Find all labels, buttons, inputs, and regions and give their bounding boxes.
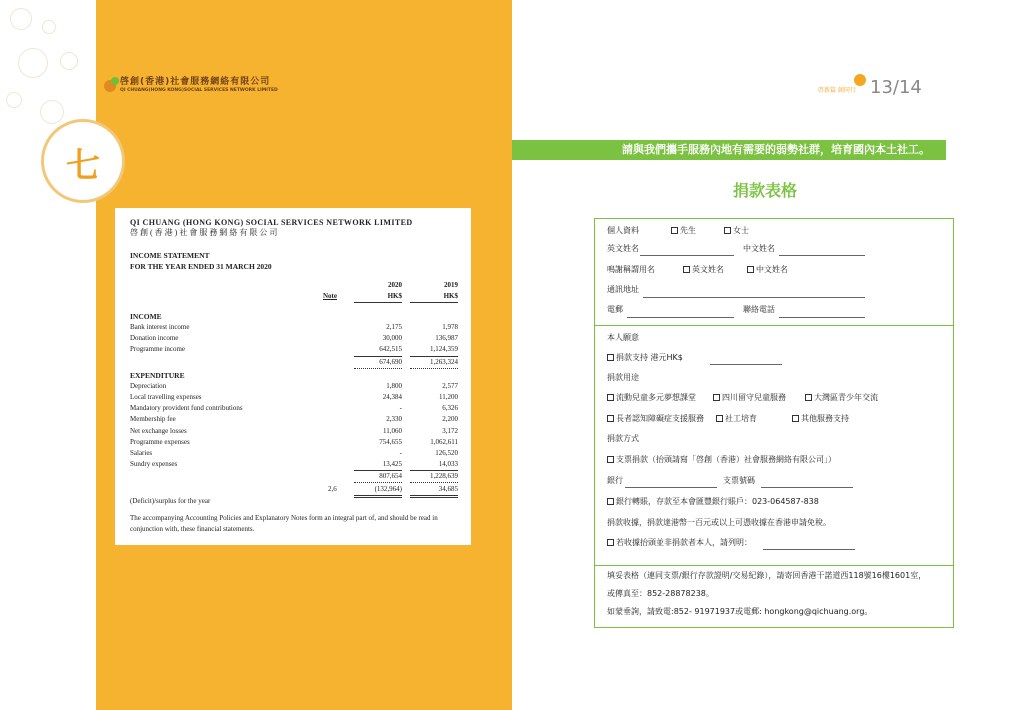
table-row: Donation income 30,000 136,987	[130, 334, 458, 343]
cheque-checkbox[interactable]: 支票捐款（抬頭請寫「啓創（香港）社會服務網絡有限公司」）	[607, 455, 836, 465]
table-row: Bank interest income 2,175 1,978	[130, 323, 458, 331]
statement-heading: INCOME STATEMENT	[130, 251, 210, 260]
donation-section	[595, 326, 953, 566]
currency-2020: HK$	[354, 291, 402, 303]
income-total-row: 674,690 1,263,324	[130, 356, 460, 367]
table-row: Net exchange losses 11,060 3,172	[130, 426, 458, 435]
statement-period: FOR THE YEAR ENDED 31 MARCH 2020	[130, 262, 272, 271]
cheque-no-label: 支票號碼	[723, 476, 755, 485]
method-label: 捐款方式	[607, 434, 639, 443]
purpose-option-6[interactable]: 其他服務支持	[792, 414, 849, 424]
net-label-row: (Deficit)/surplus for the year	[130, 496, 211, 505]
table-row: Sundry expenses 13,425 14,033	[130, 460, 458, 469]
table-row: Depreciation 1,800 2,577	[130, 381, 458, 390]
address-field[interactable]	[643, 297, 865, 298]
bank-label: 銀行	[607, 476, 623, 485]
use-en-checkbox[interactable]: 英文姓名	[683, 265, 724, 275]
table-row: Programme expenses 754,655 1,062,611	[130, 437, 458, 446]
phone-field[interactable]	[779, 317, 865, 318]
purpose-label: 捐款用途	[607, 373, 639, 382]
appeal-banner: 請與我們攜手服務內地有需要的弱勢社群，培育國內本土社工。	[512, 140, 946, 160]
personal-label: 個人資料	[607, 226, 639, 235]
purpose-option-3[interactable]: 大灣區青少年交流	[805, 393, 878, 403]
company-name-en: QI CHUANG (HONG KONG) SOCIAL SERVICES NETWORK LIMITED	[130, 218, 413, 227]
purpose-option-1[interactable]: 流動兒童多元夢想課堂	[607, 393, 696, 403]
year-2019-header: 2019	[444, 281, 458, 289]
donation-form	[594, 218, 954, 628]
year-2020-header: 2020	[388, 281, 402, 289]
personal-section	[595, 219, 953, 326]
instruction-fax: 或傳真至：852-28878238。	[607, 589, 714, 598]
amount-field[interactable]	[710, 364, 782, 365]
en-name-label: 英文姓名	[607, 244, 639, 253]
purpose-option-4[interactable]: 長者認知障礙症支援服務	[607, 414, 704, 424]
mr-checkbox[interactable]: 先生	[671, 226, 696, 236]
other-name-checkbox[interactable]: 若收據抬頭並非捐款者本人，請列明：	[607, 538, 752, 548]
cn-name-field[interactable]	[779, 255, 865, 256]
table-row: Programme income 642,515 1,124,359	[130, 345, 458, 354]
org-logo	[104, 77, 278, 94]
table-row: Local travelling expenses 24,384 11,200	[130, 392, 458, 401]
cn-name-label: 中文姓名	[743, 244, 775, 253]
expenditure-total-row: 807,654 1,228,639	[130, 470, 460, 481]
chapter-number: 七	[66, 146, 100, 186]
table-row: Mandatory provident fund contributions - 6,326	[130, 404, 458, 413]
other-name-field[interactable]	[763, 549, 855, 550]
chapter-title: 核數報告	[59, 213, 96, 383]
donate-amount-checkbox[interactable]: 捐款支持 港元HK$	[607, 353, 683, 363]
statement-rows	[130, 322, 460, 507]
page-dot-icon	[854, 74, 866, 86]
currency-2019: HK$	[410, 291, 458, 303]
phone-label: 聯絡電話	[743, 305, 775, 314]
bank-field[interactable]	[625, 487, 717, 488]
logo-icon	[104, 80, 116, 92]
logo-name-en: QI CHUANG(HONG KONG)SOCIAL SERVICES NETWORK LIMITED	[120, 88, 278, 93]
statement-footnote: The accompanying Accounting Policies and Explanatory Notes form an integral part of, and should be read in conjunction with, these financial statements.	[130, 514, 438, 533]
expenditure-heading-row: EXPENDITURE	[130, 370, 185, 380]
income-heading: INCOME	[130, 312, 162, 321]
note-header: Note	[323, 292, 337, 300]
logo-name-cn: 啓創(香港)社會服務網絡有限公司	[120, 77, 271, 87]
use-cn-checkbox[interactable]: 中文姓名	[747, 265, 788, 275]
transfer-checkbox[interactable]: 銀行轉賬，存款至本會匯豐銀行賬戶：023-064587-838	[607, 497, 819, 507]
chapter-badge	[41, 119, 125, 203]
company-name-cn: 啓創(香港)社會服務網絡有限公司	[130, 228, 280, 237]
form-title: 捐款表格	[732, 181, 797, 200]
page-number: 13/14	[870, 77, 922, 98]
en-name-field[interactable]	[640, 255, 734, 256]
income-statement	[115, 208, 471, 545]
willing-label: 本人願意	[607, 333, 639, 342]
thanks-name-label: 鳴謝稱謂用名	[607, 265, 655, 274]
cheque-no-field[interactable]	[761, 487, 853, 488]
table-row: Membership fee 2,330 2,200	[130, 415, 458, 424]
email-label: 電郵	[607, 305, 623, 314]
instruction-mail: 填妥表格（連同支票/銀行存款證明/交易紀錄），請寄回香港干諾道西118號16樓1601室，	[607, 571, 927, 580]
email-field[interactable]	[627, 317, 734, 318]
purpose-option-2[interactable]: 四川留守兒童服務	[713, 393, 786, 403]
address-label: 通訊地址	[607, 285, 639, 294]
net-result-row: 2,6 (132,964) 34,685	[130, 484, 460, 495]
table-row: Salaries - 126,520	[130, 448, 458, 457]
tagline: 啓新篇 創同行	[818, 87, 856, 94]
receipt-note: 捐款收據，捐款達港幣一百元或以上可憑收據在香港申請免稅。	[607, 518, 831, 527]
instruction-contact: 如蒙垂詢，請致電:852- 91971937或電郵: hongkong@qichuang.org。	[607, 607, 873, 616]
ms-checkbox[interactable]: 女士	[724, 226, 749, 236]
purpose-option-5[interactable]: 社工培育	[716, 414, 757, 424]
